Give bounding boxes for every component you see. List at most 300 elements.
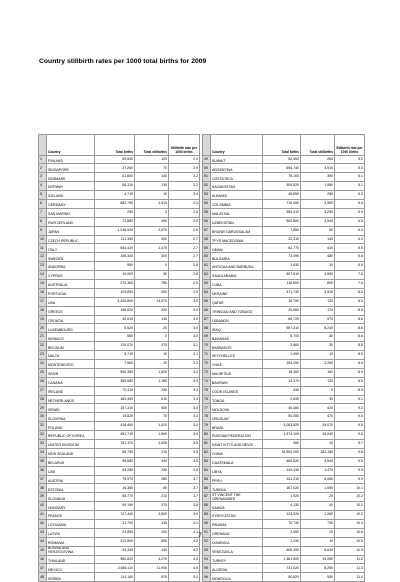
total-births-cell: 23,590 bbox=[95, 528, 135, 537]
table-row bbox=[203, 404, 365, 413]
rate-cell: 4.2 bbox=[169, 537, 200, 546]
total-births-cell: 290 bbox=[95, 208, 135, 217]
country-cell: HUNGARY bbox=[47, 502, 95, 511]
table-row bbox=[39, 244, 200, 253]
country-cell: TONGA bbox=[211, 395, 263, 404]
rate-cell: 8.6 bbox=[335, 315, 365, 324]
rate-cell: 9.3 bbox=[335, 413, 365, 422]
stillbirths-cell: 6,060 bbox=[301, 475, 335, 484]
table-row bbox=[39, 173, 200, 182]
total-births-cell: 1,630 bbox=[263, 262, 301, 271]
table-row bbox=[39, 155, 200, 164]
rate-cell: 3.5 bbox=[169, 457, 200, 466]
rate-cell: 10.9 bbox=[335, 537, 365, 546]
rate-cell: 10.2 bbox=[335, 511, 365, 520]
stillbirths-cell: 2,630 bbox=[135, 440, 169, 449]
rate-cell: 5.1 bbox=[335, 173, 365, 182]
table-row bbox=[39, 386, 200, 395]
births-header: Total births bbox=[263, 135, 301, 156]
country-cell: AUSTRALIA bbox=[47, 279, 95, 288]
stillbirths-cell: 10 bbox=[301, 262, 335, 271]
total-births-cell: 34,340 bbox=[95, 546, 135, 555]
country-cell: SAUDI ARABIA bbox=[211, 271, 263, 280]
total-births-cell: 715,450 bbox=[263, 199, 301, 208]
country-cell: USA bbox=[47, 297, 95, 306]
total-births-cell: 114,160 bbox=[95, 573, 135, 582]
rate-cell: 9.8 bbox=[335, 448, 365, 457]
country-cell: MALTA bbox=[47, 351, 95, 360]
rank-cell: 45 bbox=[39, 546, 47, 555]
table-row bbox=[39, 208, 200, 217]
stillbirths-cell: 0 bbox=[135, 262, 169, 271]
rank-cell: 92 bbox=[203, 537, 211, 546]
rank-cell: 57 bbox=[203, 226, 211, 235]
country-cell: KAZAKHSTAN bbox=[211, 182, 263, 191]
total-births-cell: 45,480 bbox=[263, 404, 301, 413]
rate-cell: 4.1 bbox=[169, 520, 200, 529]
country-cell: SLOVAKIA bbox=[47, 493, 95, 502]
table-row bbox=[203, 262, 365, 271]
rate-cell: 4.5 bbox=[169, 564, 200, 573]
rate-cell: 8.9 bbox=[335, 351, 365, 360]
stillbirths-cell: 730 bbox=[301, 520, 335, 529]
country-cell: SWITZERLAND bbox=[47, 217, 95, 226]
rate-cell: 4.4 bbox=[169, 555, 200, 564]
total-births-cell: 7,560 bbox=[95, 359, 135, 368]
total-births-cell: 22,310 bbox=[263, 235, 301, 244]
stillbirth-table-left bbox=[38, 134, 200, 582]
stillbirths-cell: 1,580 bbox=[301, 182, 335, 191]
rank-cell: 12 bbox=[39, 253, 47, 262]
country-cell: MONGOLIA bbox=[211, 573, 263, 582]
rank-cell: 19 bbox=[39, 315, 47, 324]
rate-cell: 3.0 bbox=[169, 297, 200, 306]
page-number: 7 bbox=[198, 533, 202, 539]
rate-cell: 4.2 bbox=[169, 546, 200, 555]
country-cell: UAE bbox=[47, 466, 95, 475]
stillbirths-cell: 1,610 bbox=[135, 199, 169, 208]
total-births-cell: 2,830 bbox=[263, 395, 301, 404]
rank-cell: 63 bbox=[203, 279, 211, 288]
rate-cell: 5.0 bbox=[169, 573, 200, 582]
total-births-cell: 500,350 bbox=[95, 368, 135, 377]
rank-cell: 80 bbox=[203, 431, 211, 440]
rank-cell: 7 bbox=[39, 208, 47, 217]
rank-cell: 82 bbox=[203, 448, 211, 457]
country-cell: ALBANIA bbox=[211, 191, 263, 200]
rank-cell: 70 bbox=[203, 342, 211, 351]
table-row bbox=[39, 502, 200, 511]
rank-cell: 2 bbox=[39, 164, 47, 173]
table-row bbox=[39, 271, 200, 280]
stillbirths-cell: 8,250 bbox=[301, 564, 335, 573]
stillbirths-cell: 1,420 bbox=[135, 422, 169, 431]
country-cell: IRAQ bbox=[211, 324, 263, 333]
total-births-cell: 430 bbox=[263, 386, 301, 395]
rank-cell: 61 bbox=[203, 262, 211, 271]
rank-cell: 54 bbox=[203, 199, 211, 208]
stillbirths-cell: 10 bbox=[135, 191, 169, 200]
stillbirths-cell: 300 bbox=[135, 253, 169, 262]
rate-cell: 3.2 bbox=[169, 368, 200, 377]
rate-cell: 9.7 bbox=[335, 440, 365, 449]
country-cell: JAPAN bbox=[47, 226, 95, 235]
births-header: Total births bbox=[95, 135, 135, 156]
total-births-cell: 16,380 bbox=[95, 484, 135, 493]
table-row bbox=[203, 440, 365, 449]
rate-cell: 8.9 bbox=[335, 386, 365, 395]
total-births-cell: 4,710 bbox=[95, 191, 135, 200]
table-row bbox=[39, 199, 200, 208]
stillbirths-cell: 10 bbox=[135, 351, 169, 360]
stillbirths-cell: 1,470 bbox=[301, 466, 335, 475]
table-row bbox=[39, 466, 200, 475]
total-births-cell: 850 bbox=[95, 333, 135, 342]
rank-cell: 46 bbox=[39, 555, 47, 564]
rank-cell: 73 bbox=[203, 368, 211, 377]
rate-cell: 6.4 bbox=[335, 235, 365, 244]
rate-cell: 8.5 bbox=[335, 306, 365, 315]
stillbirths-cell: 140 bbox=[135, 546, 169, 555]
rank-cell: 87 bbox=[203, 493, 211, 502]
table-row bbox=[39, 182, 200, 191]
rate-cell: 2.7 bbox=[169, 253, 200, 262]
table-row bbox=[39, 191, 200, 200]
rank-cell: 68 bbox=[203, 324, 211, 333]
rank-cell: 76 bbox=[203, 395, 211, 404]
stillbirths-cell: 890 bbox=[301, 279, 335, 288]
rate-cell: 3.3 bbox=[169, 377, 200, 386]
total-births-cell: 5,520 bbox=[95, 324, 135, 333]
rank-header bbox=[203, 135, 211, 156]
table-row bbox=[203, 217, 365, 226]
country-cell: SAN MARINO bbox=[47, 208, 95, 217]
rank-cell: 90 bbox=[203, 520, 211, 529]
stillbirths-cell: 15,040 bbox=[301, 431, 335, 440]
table-header-row bbox=[39, 135, 200, 156]
stillbirths-cell: 320 bbox=[135, 306, 169, 315]
rate-cell: 10.9 bbox=[335, 546, 365, 555]
rank-cell: 48 bbox=[39, 573, 47, 582]
stillbirths-cell: 140 bbox=[135, 173, 169, 182]
total-births-cell: 19,820 bbox=[95, 413, 135, 422]
table-row bbox=[203, 208, 365, 217]
total-births-cell: 957,310 bbox=[263, 324, 301, 333]
rank-cell: 65 bbox=[203, 297, 211, 306]
country-cell: TRINIDAD AND TOBAGO bbox=[211, 306, 263, 315]
rate-cell: 3.0 bbox=[169, 315, 200, 324]
country-cell: BRUNEI DARUSSALAM bbox=[211, 226, 263, 235]
country-cell: NORWAY bbox=[47, 182, 95, 191]
rate-cell: 3.6 bbox=[169, 466, 200, 475]
rank-cell: 18 bbox=[39, 306, 47, 315]
total-births-cell: 694,740 bbox=[263, 164, 301, 173]
rank-cell: 33 bbox=[39, 440, 47, 449]
country-cell: AUSTRIA bbox=[47, 475, 95, 484]
rate-cell: 2.9 bbox=[169, 279, 200, 288]
total-births-cell: 471,730 bbox=[263, 288, 301, 297]
rate-cell: 3.5 bbox=[169, 431, 200, 440]
country-cell: THAILAND bbox=[47, 555, 95, 564]
rank-cell: 15 bbox=[39, 279, 47, 288]
stillbirths-cell: 8,240 bbox=[301, 324, 335, 333]
country-cell: LITHUANIA bbox=[47, 520, 95, 529]
table-row bbox=[203, 386, 365, 395]
country-cell: TURKEY bbox=[211, 555, 263, 564]
total-births-cell: 50,450 bbox=[263, 413, 301, 422]
table-row bbox=[39, 511, 200, 520]
rank-cell: 23 bbox=[39, 351, 47, 360]
table-row bbox=[203, 448, 365, 457]
total-births-cell: 751,370 bbox=[95, 440, 135, 449]
rate-cell: 7.6 bbox=[335, 271, 365, 280]
table-row bbox=[203, 199, 365, 208]
country-cell: UKRAINE bbox=[211, 288, 263, 297]
country-cell: LIBYA bbox=[211, 466, 263, 475]
rank-cell: 83 bbox=[203, 457, 211, 466]
country-cell: COSTA RICA bbox=[211, 173, 263, 182]
table-row bbox=[39, 493, 200, 502]
country-cell: POLAND bbox=[47, 422, 95, 431]
country-cell: SWEDEN bbox=[47, 253, 95, 262]
total-births-cell: 55,770 bbox=[95, 493, 135, 502]
rate-cell: 2.7 bbox=[169, 244, 200, 253]
rank-cell: 27 bbox=[39, 386, 47, 395]
rate-cell: 11.4 bbox=[335, 573, 365, 582]
country-cell: BULGARIA bbox=[211, 253, 263, 262]
country-cell: REPUBLIC OF KOREA bbox=[47, 431, 95, 440]
rate-cell: 9.9 bbox=[335, 475, 365, 484]
country-cell: BAHAMAS bbox=[211, 333, 263, 342]
rate-cell: 8.9 bbox=[335, 368, 365, 377]
rank-cell: 58 bbox=[203, 235, 211, 244]
stillbirths-cell: 70 bbox=[135, 413, 169, 422]
rank-cell: 14 bbox=[39, 271, 47, 280]
total-births-cell: 544,320 bbox=[95, 244, 135, 253]
rank-cell: 11 bbox=[39, 244, 47, 253]
rate-header: Stillbirth rate per 1000 births bbox=[335, 135, 365, 156]
stillbirths-cell: 340 bbox=[135, 457, 169, 466]
table-row bbox=[203, 191, 365, 200]
total-births-cell: 4,130 bbox=[263, 502, 301, 511]
rank-cell: 53 bbox=[203, 191, 211, 200]
table-row bbox=[39, 253, 200, 262]
total-births-cell: 7,850 bbox=[263, 226, 301, 235]
stillbirths-cell: 70 bbox=[135, 164, 169, 173]
total-births-cell: 70,740 bbox=[263, 520, 301, 529]
rate-cell: 4.1 bbox=[169, 528, 200, 537]
table-row bbox=[39, 377, 200, 386]
country-cell: ALGERIA bbox=[211, 564, 263, 573]
country-cell: KYRGYZSTAN bbox=[211, 511, 263, 520]
rate-cell: 5.1 bbox=[335, 182, 365, 191]
rate-cell: 3.4 bbox=[169, 404, 200, 413]
country-cell: MALAYSIA bbox=[211, 208, 263, 217]
rank-cell: 29 bbox=[39, 404, 47, 413]
rate-cell: 8.8 bbox=[335, 342, 365, 351]
rank-cell: 62 bbox=[203, 271, 211, 280]
rank-cell: 51 bbox=[203, 173, 211, 182]
stillbirths-cell: 210 bbox=[135, 493, 169, 502]
table-row bbox=[203, 271, 365, 280]
table-row bbox=[203, 422, 365, 431]
country-cell: QATAR bbox=[211, 297, 263, 306]
stillbirths-cell: 130 bbox=[135, 520, 169, 529]
country-cell: IRELAND bbox=[47, 386, 95, 395]
total-births-cell: 309,520 bbox=[263, 182, 301, 191]
stillbirths-cell: 260 bbox=[301, 155, 335, 164]
total-births-cell: 1,016,920 bbox=[95, 226, 135, 235]
stillbirths-cell: 140 bbox=[301, 235, 335, 244]
total-births-cell: 553,410 bbox=[263, 208, 301, 217]
rank-cell: 95 bbox=[203, 564, 211, 573]
table-row bbox=[203, 395, 365, 404]
rank-cell: 1 bbox=[39, 155, 47, 164]
stillbirths-cell: 300 bbox=[135, 288, 169, 297]
table-row bbox=[203, 475, 365, 484]
rank-cell: 91 bbox=[203, 528, 211, 537]
stillbirths-cell: 10 bbox=[301, 537, 335, 546]
stillbirths-cell: 530 bbox=[135, 404, 169, 413]
rate-cell: 10.2 bbox=[335, 502, 365, 511]
rate-cell: 3.4 bbox=[169, 422, 200, 431]
total-births-cell: 183,490 bbox=[95, 395, 135, 404]
country-cell: RUSSIAN FEDERATION bbox=[211, 431, 263, 440]
rate-cell: 9.9 bbox=[335, 466, 365, 475]
stillbirths-cell: 20 bbox=[135, 359, 169, 368]
table-row bbox=[203, 324, 365, 333]
rank-cell: 22 bbox=[39, 342, 47, 351]
total-births-cell: 747,440 bbox=[95, 511, 135, 520]
rate-cell: 3.5 bbox=[169, 440, 200, 449]
total-births-cell: 682,790 bbox=[95, 199, 135, 208]
rank-cell: 88 bbox=[203, 502, 211, 511]
stillbirths-header: Total stillbirths bbox=[301, 135, 335, 156]
rate-cell: 7.6 bbox=[335, 279, 365, 288]
country-cell: BAHRAIN bbox=[211, 377, 263, 386]
rank-cell: 94 bbox=[203, 555, 211, 564]
table-row bbox=[203, 466, 365, 475]
table-row bbox=[203, 502, 365, 511]
stillbirths-cell: 130 bbox=[135, 182, 169, 191]
stillbirths-cell: 300 bbox=[135, 235, 169, 244]
stillbirths-cell: 570 bbox=[135, 573, 169, 582]
rate-cell: 2.9 bbox=[169, 288, 200, 297]
stillbirths-cell: 250 bbox=[301, 191, 335, 200]
rank-cell: 78 bbox=[203, 413, 211, 422]
rate-cell: 5.9 bbox=[335, 208, 365, 217]
rate-cell: 10.1 bbox=[335, 484, 365, 493]
stillbirths-cell: 182,150 bbox=[301, 448, 335, 457]
table-row bbox=[39, 333, 200, 342]
stillbirths-cell: 50 bbox=[301, 333, 335, 342]
total-births-cell: 167,020 bbox=[263, 484, 301, 493]
stillbirths-cell: 30 bbox=[301, 342, 335, 351]
table-row bbox=[39, 235, 200, 244]
table-row bbox=[203, 555, 365, 564]
stillbirths-cell: 3,540 bbox=[301, 217, 335, 226]
country-cell: UZBEKISTAN bbox=[211, 217, 263, 226]
table-body-right bbox=[203, 155, 365, 582]
rank-cell: 35 bbox=[39, 457, 47, 466]
table-row bbox=[39, 359, 200, 368]
table-row bbox=[203, 288, 365, 297]
stillbirths-cell: 780 bbox=[135, 279, 169, 288]
total-births-cell: 96,680 bbox=[95, 457, 135, 466]
country-cell: CYPRUS bbox=[47, 271, 95, 280]
table-row bbox=[39, 217, 200, 226]
country-cell: CANADA bbox=[47, 377, 95, 386]
country-cell: FRANCE bbox=[47, 511, 95, 520]
country-cell: MEXICO bbox=[47, 564, 95, 573]
total-births-cell: 118,800 bbox=[263, 279, 301, 288]
rate-cell: 9.1 bbox=[335, 395, 365, 404]
stillbirths-cell: 60 bbox=[135, 484, 169, 493]
stillbirths-cell: 170 bbox=[301, 306, 335, 315]
country-cell: CZECH REPUBLIC bbox=[47, 235, 95, 244]
rank-cell: 96 bbox=[203, 573, 211, 582]
table-row bbox=[39, 457, 200, 466]
country-cell: BARBADOS bbox=[211, 342, 263, 351]
table-row bbox=[39, 546, 200, 555]
total-births-cell: 72,880 bbox=[95, 217, 135, 226]
rank-cell: 44 bbox=[39, 537, 47, 546]
rank-cell: 13 bbox=[39, 262, 47, 271]
rate-cell: 2.4 bbox=[169, 191, 200, 200]
table-row bbox=[39, 431, 200, 440]
total-births-cell: 123,020 bbox=[263, 511, 301, 520]
stillbirths-cell: 3,510 bbox=[301, 164, 335, 173]
stillbirths-cell: 10 bbox=[301, 351, 335, 360]
rank-cell: 59 bbox=[203, 244, 211, 253]
rank-cell: 86 bbox=[203, 484, 211, 493]
stillbirths-cell: 15,260 bbox=[301, 555, 335, 564]
country-cell: GRENADA bbox=[211, 528, 263, 537]
rate-cell: 2.0 bbox=[169, 164, 200, 173]
stillbirths-cell: 230 bbox=[135, 466, 169, 475]
stillbirths-cell: 20 bbox=[135, 324, 169, 333]
table-row bbox=[39, 564, 200, 573]
table-row bbox=[39, 404, 200, 413]
rate-cell: 3.0 bbox=[169, 306, 200, 315]
stillbirths-cell: 1,620 bbox=[135, 368, 169, 377]
stillbirths-cell: 130 bbox=[135, 315, 169, 324]
rank-cell: 71 bbox=[203, 351, 211, 360]
rank-cell: 52 bbox=[203, 182, 211, 191]
country-cell: CHILE bbox=[211, 359, 263, 368]
country-cell: SEYCHELLES bbox=[211, 351, 263, 360]
rank-cell: 89 bbox=[203, 511, 211, 520]
rank-cell: 85 bbox=[203, 475, 211, 484]
table-row bbox=[203, 377, 365, 386]
rate-cell: 3.3 bbox=[169, 386, 200, 395]
total-births-cell: 59,540 bbox=[95, 155, 135, 164]
total-births-cell: 15,790 bbox=[263, 297, 301, 306]
rank-cell: 42 bbox=[39, 520, 47, 529]
country-cell: FINLAND bbox=[47, 155, 95, 164]
rank-cell: 74 bbox=[203, 377, 211, 386]
table-row bbox=[39, 226, 200, 235]
country-cell: BOSNIA AND HERZEGOVINA bbox=[47, 546, 95, 555]
rank-cell: 17 bbox=[39, 297, 47, 306]
country-cell: SAINT KITTS AND NEVIS bbox=[211, 440, 263, 449]
total-births-cell: 2,860 bbox=[263, 342, 301, 351]
rate-cell: 6.3 bbox=[335, 217, 365, 226]
table-row bbox=[203, 359, 365, 368]
rate-cell: 9.9 bbox=[335, 457, 365, 466]
table-row bbox=[203, 431, 365, 440]
rank-cell: 26 bbox=[39, 377, 47, 386]
